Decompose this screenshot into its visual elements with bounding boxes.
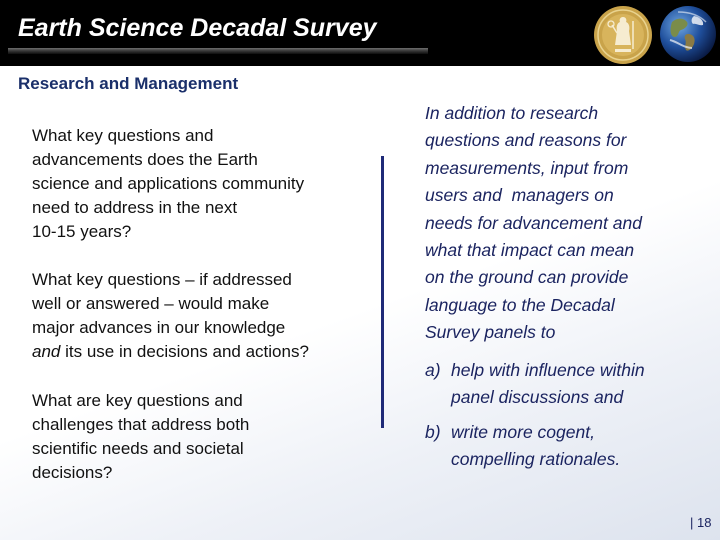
question-1: [32, 124, 372, 244]
question-2: [32, 268, 372, 364]
question-line-rest: its use in decisions and actions?: [60, 342, 309, 361]
question-3: [32, 389, 372, 485]
right-column-paragraph: [425, 100, 705, 347]
question-line: advancements does the Earth: [32, 150, 258, 169]
question-line: major advances in our knowledge: [32, 318, 286, 337]
list-item-line: panel discussions and: [451, 387, 624, 408]
question-line: need to address in the next: [32, 198, 238, 217]
title-underline: [8, 48, 428, 54]
paragraph-line: In addition to research: [425, 103, 599, 123]
paragraph-line: questions and reasons for: [425, 130, 627, 151]
question-line: science and applications community: [32, 174, 305, 193]
paragraph-line: what that impact can mean: [425, 240, 635, 261]
paragraph-line: language to the Decadal: [425, 294, 615, 315]
list-item-line: compelling rationales.: [451, 449, 621, 470]
question-line: challenges that address both: [32, 415, 250, 434]
question-line: What are key questions and: [32, 391, 243, 410]
question-line: 10-15 years?: [32, 222, 132, 241]
question-line: [32, 340, 372, 364]
list-item-b: [425, 419, 705, 474]
question-line: What key questions and: [32, 126, 214, 145]
list-item-line: help with influence within: [451, 360, 645, 380]
question-line: scientific needs and societal: [32, 439, 244, 458]
paragraph-line: measurements, input from: [425, 157, 629, 178]
academy-seal-icon: [593, 5, 653, 65]
question-line: decisions?: [32, 463, 113, 482]
paragraph-line: needs for advancement and: [425, 212, 642, 233]
title-bar: [0, 0, 720, 66]
list-item-line: write more cogent,: [451, 422, 595, 442]
slide-title: Earth Science Decadal Survey: [18, 14, 377, 42]
list-marker: a): [425, 360, 441, 380]
paragraph-line: Survey panels to: [425, 322, 556, 343]
question-line: well or answered – would make: [32, 294, 270, 313]
paragraph-line: on the ground can provide: [425, 267, 629, 288]
emphasis-text: and: [32, 342, 61, 361]
page-number: | 18: [690, 515, 712, 530]
paragraph-line: users and managers on: [425, 185, 614, 206]
earth-globe-icon: [658, 4, 718, 64]
list-item-a: [425, 357, 705, 412]
column-divider: [381, 156, 384, 428]
question-line: What key questions – if addressed: [32, 270, 292, 289]
section-subtitle: Research and Management: [18, 74, 239, 93]
list-marker: b): [425, 422, 441, 442]
